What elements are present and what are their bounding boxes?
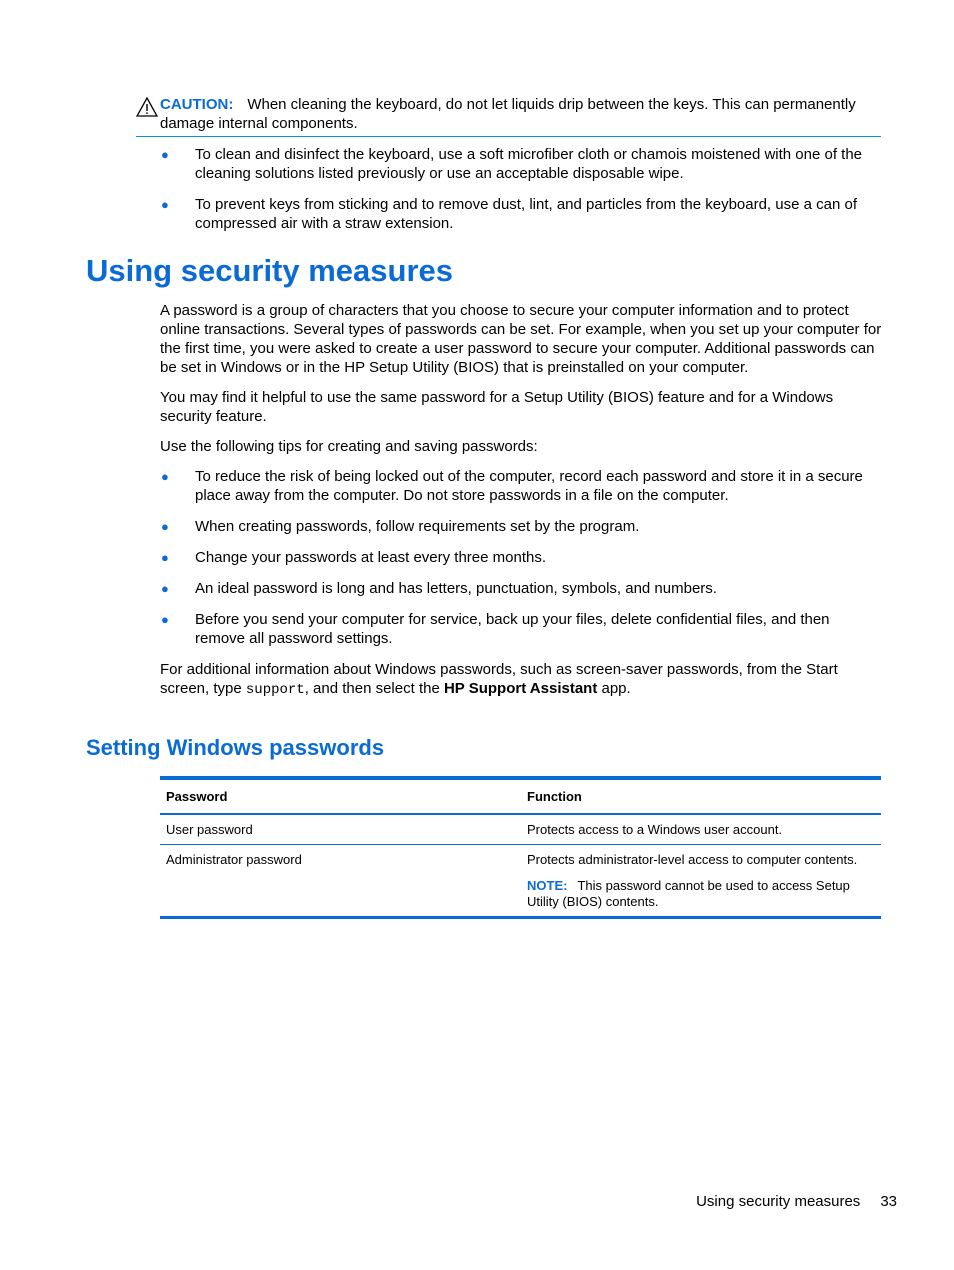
table-row [160,845,881,918]
paragraph: For additional information about Windows passwords, such as screen-saver passwords, from the Start screen, type support, and then select the HP Support Assistant app. [160,661,838,698]
footer-section-name: Using security measures [696,1193,861,1210]
bullet-icon: ● [161,519,169,534]
list-item-text: Before you send your computer for service, back up your files, delete confidential files, and then remove all password settings. [195,611,830,647]
table-row [160,814,881,845]
list-item-text: Change your passwords at least every three months. [195,549,547,566]
note [527,878,875,910]
subsection-title: Setting Windows passwords [86,735,385,760]
list-item-text: When creating passwords, follow requirements set by the program. [195,518,640,535]
bullet-icon: ● [161,469,169,484]
list-item [160,195,875,233]
paragraph: You may find it helpful to use the same password for a Setup Utility (BIOS) feature and for a Windows security feature. [160,389,834,425]
caution-label: CAUTION: [160,96,234,113]
password-tips-list [160,467,875,648]
column-header-password: Password [160,778,521,814]
bullet-icon: ● [161,147,169,162]
page-number: 33 [880,1193,897,1210]
column-header-function: Function [521,778,881,814]
bullet-icon: ● [161,581,169,596]
list-item [160,548,875,567]
section-title: Using security measures [86,253,454,288]
note-text: This password cannot be used to access Setup Utility (BIOS) contents. [527,878,850,909]
list-item-text: To clean and disinfect the keyboard, use a soft microfiber cloth or chamois moistened with one of the cleaning solutions listed previously or use an acceptable disposable wipe. [195,146,863,182]
caution-text: When cleaning the keyboard, do not let liquids drip between the keys. This can permanently damage internal components. [160,96,856,132]
table-cell: Protects access to a Windows user account. [521,814,881,845]
caution-box [136,95,881,137]
table-cell [521,845,881,918]
list-item [160,145,875,183]
passwords-table [160,776,881,919]
table-cell: Administrator password [166,852,302,867]
page-footer [696,1192,897,1211]
bullet-icon: ● [161,550,169,565]
table-cell: User password [160,814,521,845]
section-body [160,301,884,711]
app-name: HP Support Assistant [443,680,598,697]
list-item [160,467,875,505]
list-item [160,610,875,648]
keyboard-bullet-list [160,145,875,245]
list-item-text: To prevent keys from sticking and to remove dust, lint, and particles from the keyboard, use a can of compressed air with a straw extension. [195,196,857,232]
bullet-icon: ● [161,612,169,627]
cell-text: Protects administrator-level access to computer contents. [527,852,858,867]
paragraph: Use the following tips for creating and saving passwords: [160,438,538,455]
list-item [160,517,875,536]
paragraph: A password is a group of characters that you choose to secure your computer information and to protect online transactions. Several types of passwords can be set. For example, when you set up your computer for the first time, you were asked to create a user password to secure your computer. Additional passwords can be set in Windows or in the HP Setup Utility (BIOS) that is preinstalled on your computer. [160,302,882,376]
note-label: NOTE: [527,878,568,893]
table-header-row [160,778,881,814]
bullet-icon: ● [161,197,169,212]
list-item-text: To reduce the risk of being locked out of the computer, record each password and store it in a secure place away from the computer. Do not store passwords in a file on the computer. [195,468,863,504]
code-support: support [245,682,305,698]
warning-icon [136,97,158,117]
list-item-text: An ideal password is long and has letters, punctuation, symbols, and numbers. [195,580,717,597]
list-item [160,579,875,598]
